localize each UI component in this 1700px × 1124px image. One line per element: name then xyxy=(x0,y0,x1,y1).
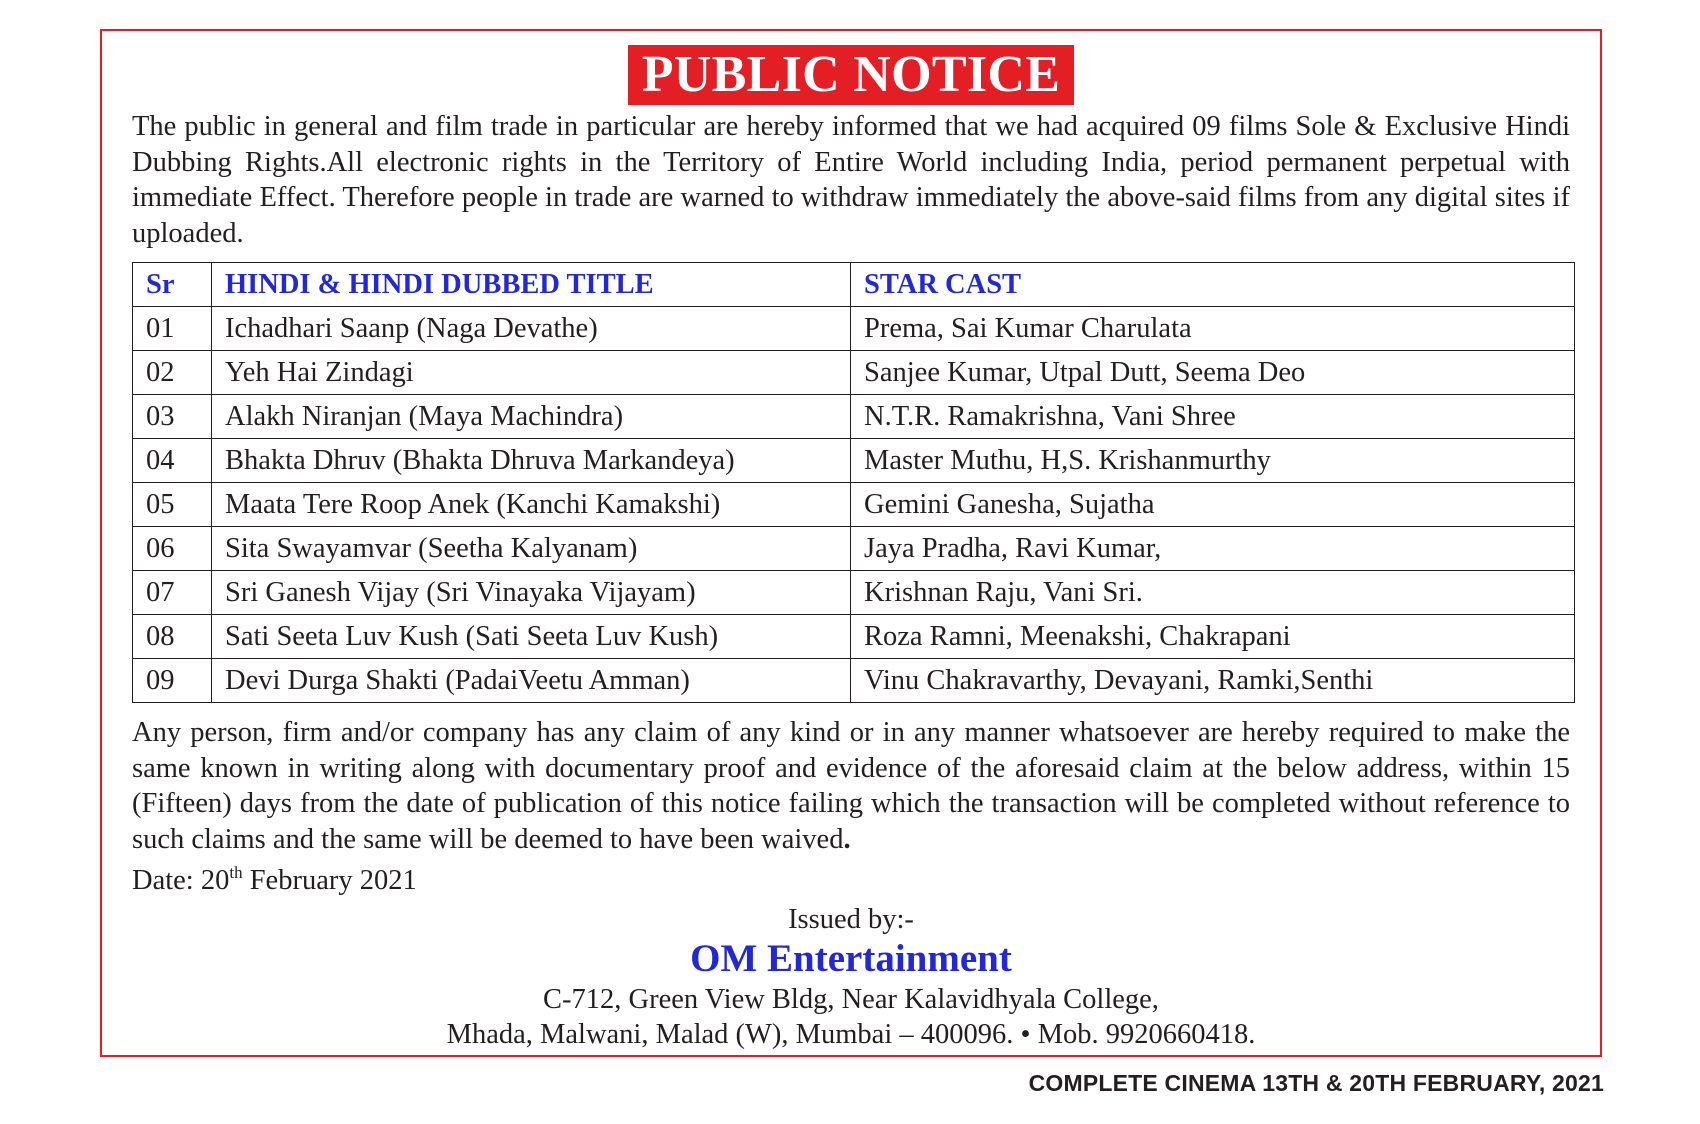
films-table xyxy=(132,262,1575,703)
cell-sr: 04 xyxy=(133,439,212,483)
cell-star-cast: N.T.R. Ramakrishna, Vani Shree xyxy=(851,395,1575,439)
claim-end: . xyxy=(843,824,851,856)
cell-title: Sri Ganesh Vijay (Sri Vinayaka Vijayam) xyxy=(212,571,851,615)
cell-title: Devi Durga Shakti (PadaiVeetu Amman) xyxy=(212,659,851,703)
cell-star-cast: Master Muthu, H,S. Krishanmurthy xyxy=(851,439,1575,483)
cell-sr: 03 xyxy=(133,395,212,439)
cell-star-cast: Jaya Pradha, Ravi Kumar, xyxy=(851,527,1575,571)
table-row xyxy=(133,527,1575,571)
intro-paragraph: The public in general and film trade in particular are hereby informed that we had acquired 09 films Sole & Exclusive Hindi Dubbing Rights.All electronic rights in the Territory of Entire World including India, period permanent perpetual with immediate Effect. Therefore people in trade are warned to withdraw immediately the above-said films from any digital sites if uploaded. xyxy=(132,111,1570,250)
title-wrap xyxy=(102,45,1600,105)
header-sr: Sr xyxy=(133,263,212,307)
table-row xyxy=(133,307,1575,351)
header-star-cast: STAR CAST xyxy=(851,263,1575,307)
cell-title: Alakh Niranjan (Maya Machindra) xyxy=(212,395,851,439)
table-row xyxy=(133,395,1575,439)
cell-sr: 06 xyxy=(133,527,212,571)
header-title: HINDI & HINDI DUBBED TITLE xyxy=(212,263,851,307)
table-row xyxy=(133,659,1575,703)
cell-sr: 05 xyxy=(133,483,212,527)
cell-title: Yeh Hai Zindagi xyxy=(212,351,851,395)
table-row xyxy=(133,351,1575,395)
cell-sr: 08 xyxy=(133,615,212,659)
cell-title: Ichadhari Saanp (Naga Devathe) xyxy=(212,307,851,351)
notice-title: PUBLIC NOTICE xyxy=(628,45,1075,105)
cell-sr: 01 xyxy=(133,307,212,351)
cell-star-cast: Vinu Chakravarthy, Devayani, Ramki,Senthi xyxy=(851,659,1575,703)
company-name: OM Entertainment xyxy=(690,937,1012,980)
cell-star-cast: Gemini Ganesha, Sujatha xyxy=(851,483,1575,527)
claim-text: Any person, firm and/or company has any claim of any kind or in any manner whatsoever are hereby required to make the same known in writing along with documentary proof and evidence of the aforesaid claim at the below address, within 15 (Fifteen) days from the date of publication of this notice failing which the transaction will be completed without reference to such claims and the same will be deemed to have been waived xyxy=(132,717,1570,856)
cell-star-cast: Roza Ramni, Meenakshi, Chakrapani xyxy=(851,615,1575,659)
address-line-2: Mhada, Malwani, Malad (W), Mumbai – 400096. • Mob. 9920660418. xyxy=(446,1019,1256,1050)
issued-by-label: Issued by:- xyxy=(788,904,914,935)
table-row xyxy=(133,483,1575,527)
cell-title: Sati Seeta Luv Kush (Sati Seeta Luv Kush) xyxy=(212,615,851,659)
cell-star-cast: Sanjee Kumar, Utpal Dutt, Seema Deo xyxy=(851,351,1575,395)
cell-star-cast: Krishnan Raju, Vani Sri. xyxy=(851,571,1575,615)
date-ordinal: th xyxy=(229,863,243,882)
date-prefix: Date: 20 xyxy=(132,865,230,896)
cell-title: Bhakta Dhruv (Bhakta Dhruva Markandeya) xyxy=(212,439,851,483)
notice-date xyxy=(132,864,417,898)
cell-star-cast: Prema, Sai Kumar Charulata xyxy=(851,307,1575,351)
claim-paragraph xyxy=(132,715,1570,858)
publication-footer: COMPLETE CINEMA 13TH & 20TH FEBRUARY, 2021 xyxy=(1028,1070,1604,1096)
address-line-1: C-712, Green View Bldg, Near Kalavidhyala College, xyxy=(543,984,1159,1015)
cell-sr: 07 xyxy=(133,571,212,615)
cell-sr: 09 xyxy=(133,659,212,703)
table-header-row xyxy=(133,263,1575,307)
table-row xyxy=(133,571,1575,615)
date-rest: February 2021 xyxy=(242,865,417,896)
table-row xyxy=(133,615,1575,659)
cell-title: Maata Tere Roop Anek (Kanchi Kamakshi) xyxy=(212,483,851,527)
cell-title: Sita Swayamvar (Seetha Kalyanam) xyxy=(212,527,851,571)
table-row xyxy=(133,439,1575,483)
cell-sr: 02 xyxy=(133,351,212,395)
public-notice-box xyxy=(100,29,1602,1057)
